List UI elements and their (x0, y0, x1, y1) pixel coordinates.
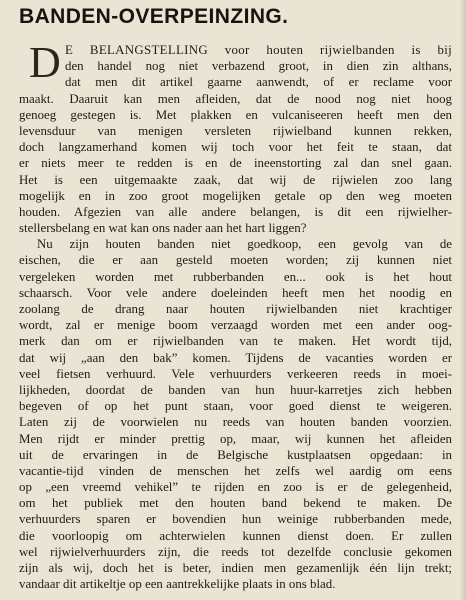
text-line: Het is een uitgemaakte zaak, dat wij de rijwielen zoo lang (19, 172, 452, 187)
text-line: die voorloopig om achterwielen kunnen dienst doen. Er zullen (19, 528, 452, 543)
text-line: mogelijk en in zoo groot mogelijken getale op den weg moeten (19, 188, 452, 203)
text-line: Men rijdt er minder prettig op, maar, wij kunnen het afleiden (19, 431, 452, 446)
article-body (19, 38, 452, 592)
text-line: veel fietsen verhuurd. Vele verhuurders verkeeren reeds in moei- (19, 366, 452, 381)
text-line: zoolang de drang naar houten rijwielbanden niet krachtiger (19, 302, 452, 316)
paragraph-1 (19, 38, 452, 236)
text-line: doch langzamerhand komen wij toch voor het feit te staan, dat (19, 140, 452, 155)
text-line: levensduur van menigen versleten rijwielband kunnen rekken, (19, 123, 452, 138)
text-line: zijn als wij, doch het is beter, indien men gezamenlijk één lijn trekt; (19, 561, 452, 575)
text-line: lijkheden, doordat de banden van hun huur-karretjes zich hebben (19, 382, 452, 397)
text-line: maakt. Daaruit kan men afleiden, dat de nood nog niet hoog (19, 91, 452, 106)
text-line: wordt, zal er menige boom verzaagd worden met een ander oog- (19, 318, 452, 333)
text-line: den handel nog niet verbazend groot, in dien zin althans, (65, 59, 452, 74)
text-line: eischen, die er aan gesteld moeten worden; zij kunnen niet (19, 253, 452, 268)
text-line: dat wij „aan den bak” komen. Tijdens de vacanties worden er (19, 350, 452, 365)
text-line: E BELANGSTELLING voor houten rijwielbanden is bij (65, 43, 452, 57)
text-line: vandaar dit artikeltje op een aantrekkelijke plaats in ons blad. (19, 577, 336, 592)
text-line: om het publiek met den houten band bekend te maken. De (19, 496, 452, 511)
text-line: Nu zijn houten banden niet goedkoop, een gevolg van de (37, 237, 452, 252)
text-line: verhuurders sparen er bovendien hun weinige rubberbanden mede, (19, 512, 452, 527)
text-line: dat men dit artikel gaarne aanwendt, of er reclame voor (65, 75, 452, 90)
text-line: genoeg gestegen is. Met plakken en vulcaniseeren heeft men den (19, 107, 452, 122)
text-line: er niets meer te redden is en de ineenstorting zal dan snel gaan. (19, 156, 452, 171)
text-line: schaarsch. Voor vele andere doeleinden heeft men het noodig en (19, 285, 452, 300)
text-line: vergeleken worden met rubberbanden en... ook is het hout (19, 269, 452, 284)
article-title: BANDEN-OVERPEINZING. (19, 5, 289, 28)
text-line: merk dan om er rijwielbanden van te maken. Het wordt tijd, (19, 334, 452, 349)
text-line: houden. Afgezien van alle andere belangen, is dit een rijwielher- (19, 204, 452, 219)
text-line: wel rijwielverhuurders zijn, die reeds tot dezelfde conclusie gekomen (19, 544, 452, 559)
text-line: op „een vreemd vehikel” te rijden en zoo is er de gelegenheid, (19, 480, 452, 495)
text-line: vacantie-tijd vinden de menschen het zelfs wel aardig om eens (19, 463, 452, 478)
text-line: Laten zij de voorwielen nu reeds van houten banden voorzien. (19, 415, 452, 430)
text-line: begeven of op het punt staan, voor goed dienst te weigeren. (19, 399, 452, 414)
text-line: stellersbelang en wat kan ons nader aan het hart liggen? (19, 221, 307, 236)
text-line: uit de ervaringen in de Belgische kustplaatsen opgedaan: in (19, 447, 452, 462)
page-edge-shadow (460, 0, 466, 600)
paragraph-2 (19, 236, 452, 592)
drop-cap: D (29, 38, 61, 87)
